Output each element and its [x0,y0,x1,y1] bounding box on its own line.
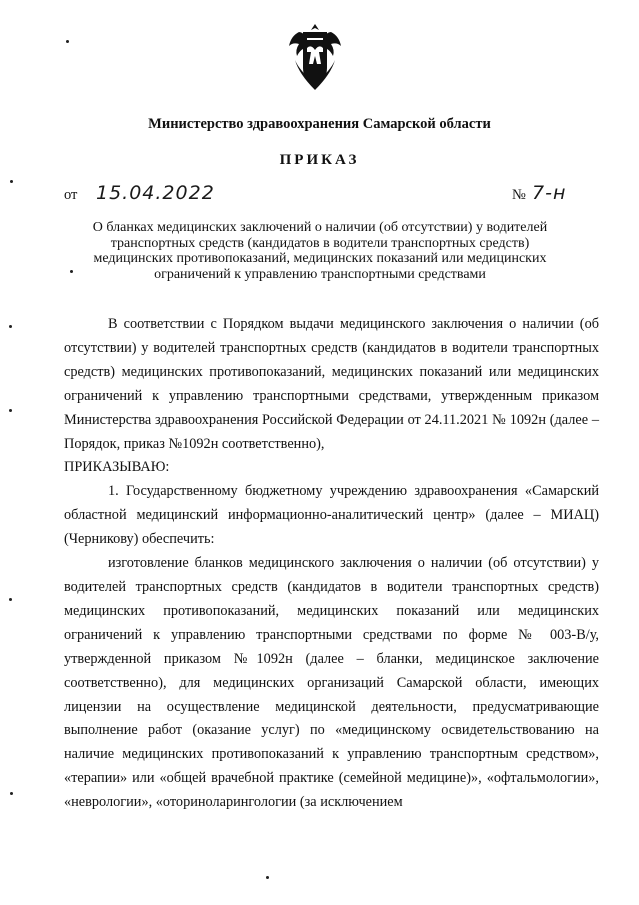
coat-of-arms-icon [285,22,345,94]
body-paragraph: изготовление бланков медицинского заключения о наличии (об отсутствии) у водителей транспортных средств (кандидатов в водители транспортных средств) медицинских противопоказаний, медицинских показаний или медицинских ограничений к управлению транспортными средствами по форме № 003-В/у, утвержденной приказом №1092н (далее – бланки, медицинское заключение соответственно), для медицинских организаций Самарской области, имеющих лицензии на осуществление медицинской деятельности, предусматривающие выполнение работ (оказание услуг) по «медицинскому освидетельствованию на наличие медицинских противопоказаний к управлению транспортным средством», «терапии» или «общей врачебной практике (семейной медицине)», «офтальмологии», «неврологии», «оториноларингологии (за исключением [64,555,599,811]
scan-mark [10,792,13,795]
scan-mark [66,40,69,43]
scan-mark [266,876,269,879]
scan-mark [70,270,73,273]
scan-mark [9,598,12,601]
order-subject [80,220,560,282]
handwritten-number: 7-н [532,182,567,204]
subject-line: О бланках медицинских заключений о наличии (об отсутствии) у водителей [92,220,548,235]
number-label: № [512,187,526,203]
subject-line: медицинских противопоказаний, медицинских показаний или медицинских [93,251,547,266]
body-paragraph: В соответствии с Порядком выдачи медицинского заключения о наличии (об отсутствии) у водителей транспортных средств (кандидатов в водители транспортных средств) медицинских противопоказаний, медицинских показаний или медицинских ограничений к управлению транспортными средствами, утвержденным приказом Министерства здравоохранения Российской Федерации от 24.11.2021 № 1092н (далее – Порядок, приказ №1092н соответственно), [64,316,599,452]
body-paragraph: 1. Государственному бюджетному учреждению здравоохранения «Самарский областной медицинский информационно-аналитический центр» (далее – МИАЦ) (Черникову) обеспечить: [64,483,599,548]
subject-line: транспортных средств (кандидатов в водители транспортных средств) [110,235,530,251]
order-body [64,313,599,815]
handwritten-date: 15.04.2022 [96,182,215,204]
date-label: от [64,187,78,203]
scan-mark [10,180,13,183]
order-directive: ПРИКАЗЫВАЮ: [64,459,170,476]
document-title: ПРИКАЗ [279,152,360,168]
subject-line: ограничений к управлению транспортными средствами [154,266,486,282]
scan-mark [9,325,12,328]
scan-mark [9,409,12,412]
ministry-name: Министерство здравоохранения Самарской области [148,116,491,132]
